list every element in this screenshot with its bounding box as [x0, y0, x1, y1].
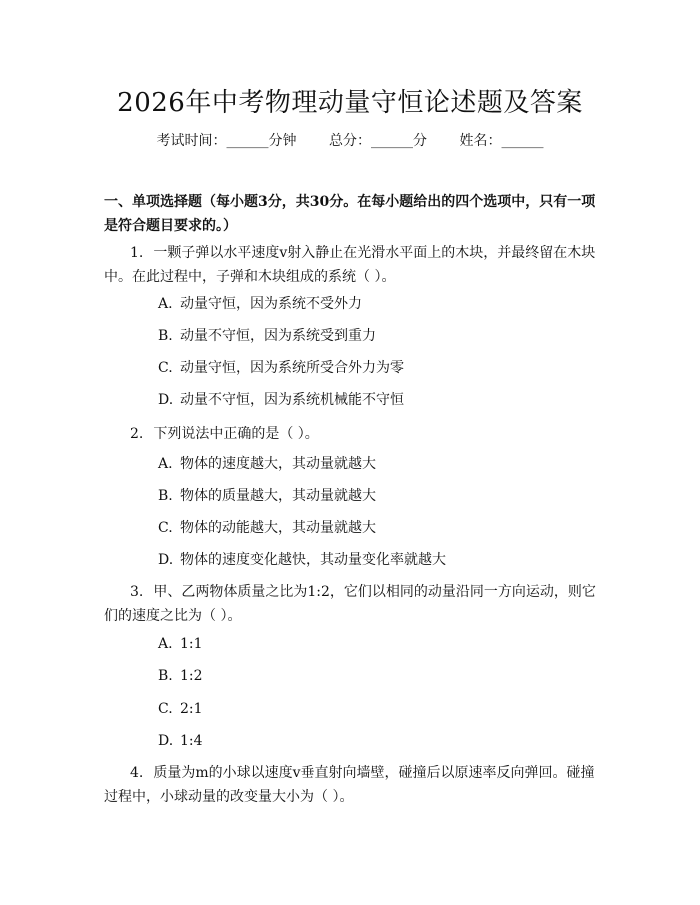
- exam-score: 总分：______分: [329, 133, 427, 149]
- option-label: D.: [158, 733, 174, 749]
- option-1b: [158, 326, 376, 346]
- option-3d: [158, 731, 203, 751]
- option-text: 物体的速度变化越快，其动量变化率就越大: [180, 552, 446, 568]
- option-text: 物体的动能越大，其动量就越大: [180, 520, 376, 536]
- option-text: 动量守恒，因为系统所受合外力为零: [180, 360, 404, 376]
- option-label: A.: [158, 296, 173, 312]
- option-1d: [158, 390, 404, 410]
- option-label: B.: [158, 668, 173, 684]
- question-4: [104, 761, 600, 809]
- option-text: 1:4: [180, 733, 203, 749]
- option-text: 动量不守恒，因为系统受到重力: [180, 328, 376, 344]
- option-2a: [158, 454, 376, 474]
- question-number: 4.: [130, 765, 144, 781]
- option-3a: [158, 634, 203, 654]
- question-text: 下列说法中正确的是（ ）。: [153, 426, 319, 442]
- option-text: 1:2: [180, 668, 203, 684]
- option-label: C.: [158, 520, 173, 536]
- option-1c: [158, 358, 404, 378]
- question-number: 2.: [130, 426, 144, 442]
- student-name: 姓名：______: [459, 133, 544, 149]
- option-text: 1:1: [180, 636, 203, 652]
- question-text: 甲、乙两物体质量之比为1:2，它们以相同的动量沿同一方向运动，则它们的速度之比为（ ）。: [104, 584, 596, 624]
- option-text: 动量守恒，因为系统不受外力: [180, 296, 362, 312]
- option-2c: [158, 518, 376, 538]
- question-text: 质量为m的小球以速度v垂直射向墙壁，碰撞后以原速率反向弹回。碰撞过程中，小球动量的改变量大小为（ ）。: [104, 765, 595, 805]
- option-text: 动量不守恒，因为系统机械能不守恒: [180, 392, 404, 408]
- option-label: B.: [158, 328, 173, 344]
- question-text: 一颗子弹以水平速度v射入静止在光滑水平面上的木块，并最终留在木块中。在此过程中，子弹和木块组成的系统（ ）。: [104, 245, 596, 285]
- option-label: C.: [158, 360, 173, 376]
- question-number: 3.: [130, 584, 144, 600]
- option-text: 物体的质量越大，其动量就越大: [180, 488, 376, 504]
- option-1a: [158, 294, 362, 314]
- question-2: [104, 422, 600, 446]
- question-number: 1.: [130, 245, 144, 261]
- option-3b: [158, 666, 203, 686]
- option-3c: [158, 699, 203, 719]
- option-2b: [158, 486, 376, 506]
- option-text: 物体的速度越大，其动量就越大: [180, 456, 376, 472]
- section-heading: 一、单项选择题（每小题3分，共30分。在每小题给出的四个选项中，只有一项是符合题目要求的。）: [104, 194, 596, 234]
- option-label: A.: [158, 456, 173, 472]
- exam-meta: [0, 130, 700, 150]
- option-label: A.: [158, 636, 173, 652]
- question-1: [104, 241, 600, 289]
- option-text: 2:1: [180, 701, 203, 717]
- page-title: 2026年中考物理动量守恒论述题及答案: [117, 88, 583, 118]
- question-3: [104, 580, 600, 628]
- option-2d: [158, 550, 446, 570]
- option-label: D.: [158, 392, 174, 408]
- option-label: C.: [158, 701, 173, 717]
- exam-time: 考试时间：______分钟: [156, 133, 297, 149]
- option-label: D.: [158, 552, 174, 568]
- option-label: B.: [158, 488, 173, 504]
